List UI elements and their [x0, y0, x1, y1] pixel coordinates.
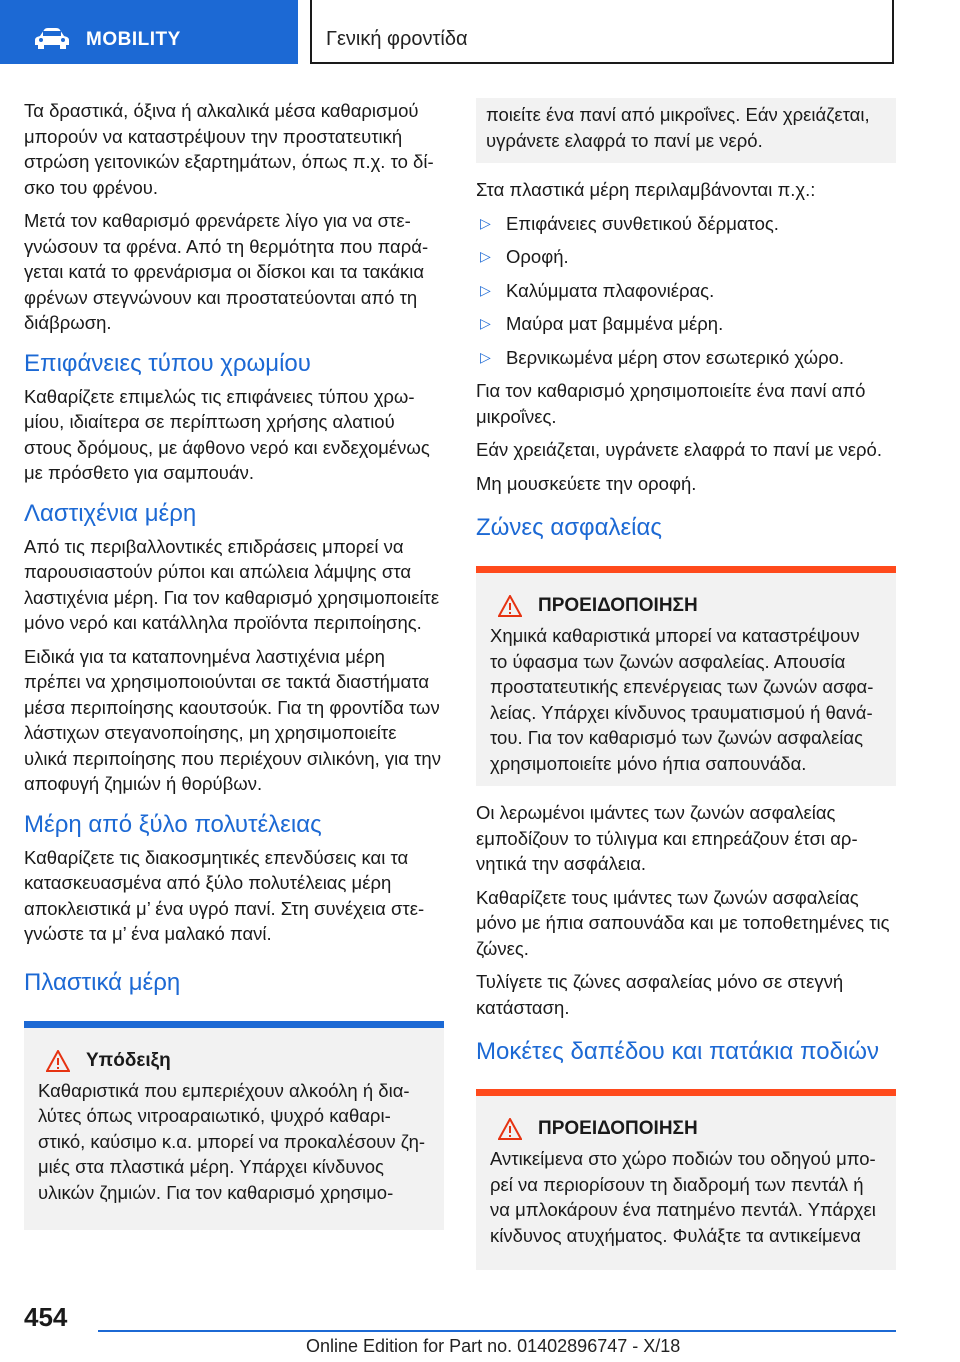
section-heading-mats: Μοκέτες δαπέδου και πατάκια ποδιών: [476, 1038, 880, 1065]
paragraph: Τυλίγετε τις ζώνες ασφαλείας μόνο σε στεγνή κατάσταση.: [476, 971, 844, 1018]
note-box: [24, 1021, 444, 1230]
plastic-parts-list: [476, 211, 896, 371]
warning-triangle-icon: [46, 1050, 70, 1072]
list-item: ▷ Καλύμματα πλαφονιέρας.: [476, 278, 896, 304]
triangle-bullet-icon: ▷: [480, 348, 491, 365]
note-body: [38, 1078, 430, 1220]
note-title: Υπόδειξη: [86, 1049, 171, 1071]
note-continuation: [476, 98, 896, 163]
right-column: [476, 98, 896, 1270]
paragraph: Μη μουσκεύετε την οροφή.: [476, 472, 697, 494]
warning-triangle-icon: [498, 1118, 522, 1140]
brand-tab: [0, 0, 298, 64]
section-heading-belts: Ζώνες ασφαλείας: [476, 514, 662, 541]
section-heading-plastic: Πλαστικά μέρη: [24, 968, 181, 996]
paragraph: Καθαρίζετε επιμελώς τις επιφάνειες τύπου χρωμίου, ιδιαίτερα σε περίπτωση χρήσης αλατιού στους δρόμους, με άφθονο νερό και ενδεχομένως με πρόσθετο για σαμπουάν.: [24, 385, 430, 483]
brand-label: MOBILITY: [86, 29, 181, 50]
note-title-row: [38, 1050, 430, 1072]
triangle-bullet-icon: ▷: [480, 248, 491, 264]
list-item: ▷ Μαύρα ματ βαμμένα μέρη.: [476, 311, 896, 337]
chapter-title: Γενική φροντίδα: [326, 28, 468, 50]
note-continuation-text: ποιείτε ένα πανί από μικροΐνες. Εάν χρειάζεται, υγράνετε ελαφρά το πανί με νερό.: [486, 104, 870, 151]
paragraph: Εάν χρειάζεται, υγράνετε ελαφρά το πανί με νερό.: [476, 439, 882, 460]
note-text: Καθαριστικά που εμπεριέχουν αλκοόλη ή διαλύτες όπως νιτροαραιωτικό, ψυχρό καθαριστικό, καύσιμο κ.α. μπορεί να προκαλέσουν ζημιές στα πλαστικά μέρη. Υπάρχει κίνδυνος υλικών ζημιών. Για τον καθαρισμό χρησιμο-: [38, 1079, 426, 1203]
warning-box-belts: [476, 566, 896, 786]
triangle-bullet-icon: ▷: [480, 214, 491, 231]
paragraph: Καθαρίζετε τις διακοσμητικές επενδύσεις και τα κατασκευασμένα από ξύλο πολυτέλειας μέρη αποκλειστικά μ’ ένα υγρό πανί. Στη συνέχεια στεγνώστε τα μ’ ένα μαλακό πανί.: [24, 846, 425, 944]
car-icon: [34, 27, 70, 49]
edition-text: Online Edition for Part no. 01402896747 - X/18: [306, 1336, 681, 1356]
chapter-title-box: [310, 0, 894, 64]
page-number: 454: [24, 1302, 68, 1332]
warning-body: [490, 1146, 882, 1260]
paragraph: Οι λερωμένοι ιμάντες των ζωνών ασφαλείας εμποδίζουν το τύλιγμα και επηρεάζουν έτσι αρνητικά την ασφάλεια.: [476, 802, 858, 874]
triangle-bullet-icon: ▷: [480, 281, 491, 298]
warning-title: ΠΡΟΕΙΔΟΠΟΙΗΣΗ: [538, 1118, 698, 1139]
list-item: ▷ Επιφάνειες συνθετικού δέρματος.: [476, 211, 896, 237]
paragraph: Μετά τον καθαρισμό φρενάρετε λίγο για να στεγνώσουν τα φρένα. Από τη θερμότητα που παράγεται κατά το φρενάρισμα οι δίσκοι και τα τακάκια φρένων στεγνώνουν και προστατεύονται από τη διάβρωση.: [24, 210, 429, 333]
paragraph: Καθαρίζετε τους ιμάντες των ζωνών ασφαλείας μόνο με ήπια σαπουνάδα και με τοποθετημένες τις ζώνες.: [476, 886, 890, 959]
page-header: [0, 0, 960, 66]
paragraph: Στα πλαστικά μέρη περιλαμβάνονται π.χ.:: [476, 179, 816, 200]
warning-title: ΠΡΟΕΙΔΟΠΟΙΗΣΗ: [538, 595, 698, 616]
warning-title-row: [490, 1118, 882, 1140]
warning-title-row: [490, 595, 882, 617]
triangle-bullet-icon: ▷: [480, 315, 491, 331]
paragraph: Ειδικά για τα καταπονημένα λαστιχένια μέρη πρέπει να χρησιμοποιούνται σε τακτά διαστήματα μέσα περιποίησης καουτσούκ. Για τη φροντίδα των λάστιχων στεγανοποίησης, μη χρησιμοποιείτε υλικά περιποίησης που περιέχουν σιλικόνη, για την αποφυγή ζημιών ή θορύβων.: [24, 645, 441, 794]
list-item: ▷ Βερνικωμένα μέρη στον εσωτερικό χώρο.: [476, 345, 896, 371]
warning-text: Χημικά καθαριστικά μπορεί να καταστρέψουν το ύφασμα των ζωνών ασφαλείας. Απουσία προστατευτικής επενέργειας των ζωνών ασφαλείας. Υπάρχει κίνδυνος τραυματισμού ή θανάτου. Για τον καθαρισμό των ζωνών ασφαλείας χρησιμοποιείτε μόνο ήπια σαπουνάδα.: [490, 625, 874, 774]
left-column: [24, 98, 444, 1230]
section-heading-rubber: Λαστιχένια μέρη: [24, 499, 197, 527]
warning-triangle-icon: [498, 595, 522, 617]
paragraph: Από τις περιβαλλοντικές επιδράσεις μπορεί να παρουσιαστούν ρύποι και απώλεια λάμψης στα λαστιχένια μέρη. Για τον καθαρισμό χρησιμοποιείτε μόνο νερό και κατάλληλα προϊόντα περιποίησης.: [24, 535, 440, 633]
paragraph: Τα δραστικά, όξινα ή αλκαλικά μέσα καθαρισμού μπορούν να καταστρέψουν την προστατευτική στρώση γειτονικών εξαρτημάτων, όπως π.χ. το δίσκο του φρένου.: [24, 100, 434, 198]
warning-box-mats: [476, 1089, 896, 1270]
warning-text: Αντικείμενα στο χώρο ποδιών του οδηγού μπορεί να περιορίσουν τη διαδρομή των πεντάλ ή να μπλοκάρουν ένα πατημένο πεντάλ. Υπάρχει κίνδυνος ατυχήματος. Φυλάξτε τα αντικείμενα: [490, 1148, 876, 1246]
section-heading-chrome: Επιφάνειες τύπου χρωμίου: [24, 349, 311, 377]
paragraph: Για τον καθαρισμό χρησιμοποιείτε ένα πανί από μικροΐνες.: [476, 380, 866, 427]
list-item: ▷ Οροφή.: [476, 244, 896, 270]
footer-divider: [98, 1330, 896, 1332]
section-heading-wood: Μέρη από ξύλο πολυτέλειας: [24, 810, 322, 838]
